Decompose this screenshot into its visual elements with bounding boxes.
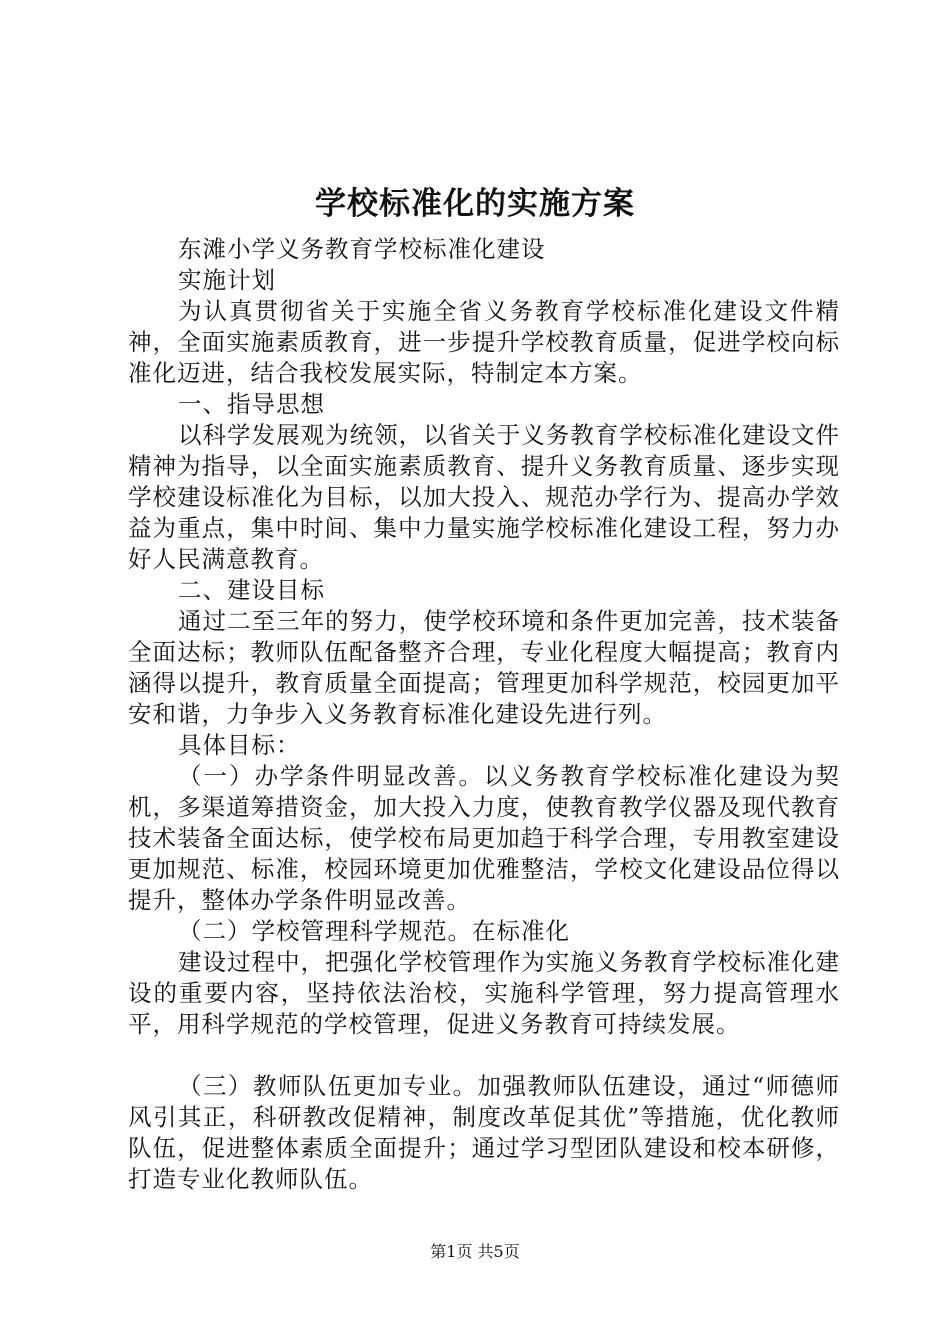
heading-guiding-ideology: 一、指导思想	[178, 390, 325, 418]
document-body	[128, 234, 840, 1195]
paragraph-guiding-ideology: 以科学发展观为统领，以省关于义务教育学校标准化建设文件精神为指导，以全面实施素质教育、提升义务教育质量、逐步实现学校建设标准化为目标，以加大投入、规范办学行为、提高办学效益为重点，集中时间、集中力量实施学校标准化建设工程，努力办好人民满意教育。	[128, 421, 840, 573]
paragraph-goal-three: （三）教师队伍更加专业。加强教师队伍建设，通过“师德师风引其正，科研教改促精神，制度改革促其优”等措施，优化教师队伍，促进整体素质全面提升；通过学习型团队建设和校本研修，打造专业化教师队伍。	[128, 1072, 840, 1193]
paragraph-plan-label: 实施计划	[178, 266, 276, 294]
paragraph-goal-two: 建设过程中，把强化学校管理作为实施义务教育学校标准化建设的重要内容，坚持依法治校，实施科学管理，努力提高管理水平，用科学规范的学校管理，促进义务教育可持续发展。	[128, 948, 840, 1038]
document-title: 学校标准化的实施方案	[315, 186, 635, 222]
page-footer: 第1页 共5页	[430, 1242, 520, 1261]
paragraph-school-name: 东滩小学义务教育学校标准化建设	[178, 235, 546, 263]
heading-construction-goals: 二、建设目标	[178, 576, 325, 604]
paragraph-goal-two-heading: （二）学校管理科学规范。在标准化	[178, 917, 570, 945]
paragraph-goal-one: （一）办学条件明显改善。以义务教育学校标准化建设为契机，多渠道筹措资金，加大投入力度，使教育教学仪器及现代教育技术装备全面达标，使学校布局更加趋于科学合理，专用教室建设更加规范、标准，校园环境更加优雅整洁，学校文化建设品位得以提升，整体办学条件明显改善。	[128, 762, 840, 914]
paragraph-intro: 为认真贯彻省关于实施全省义务教育学校标准化建设文件精神，全面实施素质教育，进一步提升学校教育质量，促进学校向标准化迈进，结合我校发展实际，特制定本方案。	[128, 297, 840, 387]
heading-specific-goals: 具体目标：	[178, 731, 301, 759]
paragraph-construction-goals: 通过二至三年的努力，使学校环境和条件更加完善，技术装备全面达标；教师队伍配备整齐合理，专业化程度大幅提高；教育内涵得以提升，教育质量全面提高；管理更加科学规范，校园更加平安和谐，力争步入义务教育标准化建设先进行列。	[128, 607, 840, 728]
